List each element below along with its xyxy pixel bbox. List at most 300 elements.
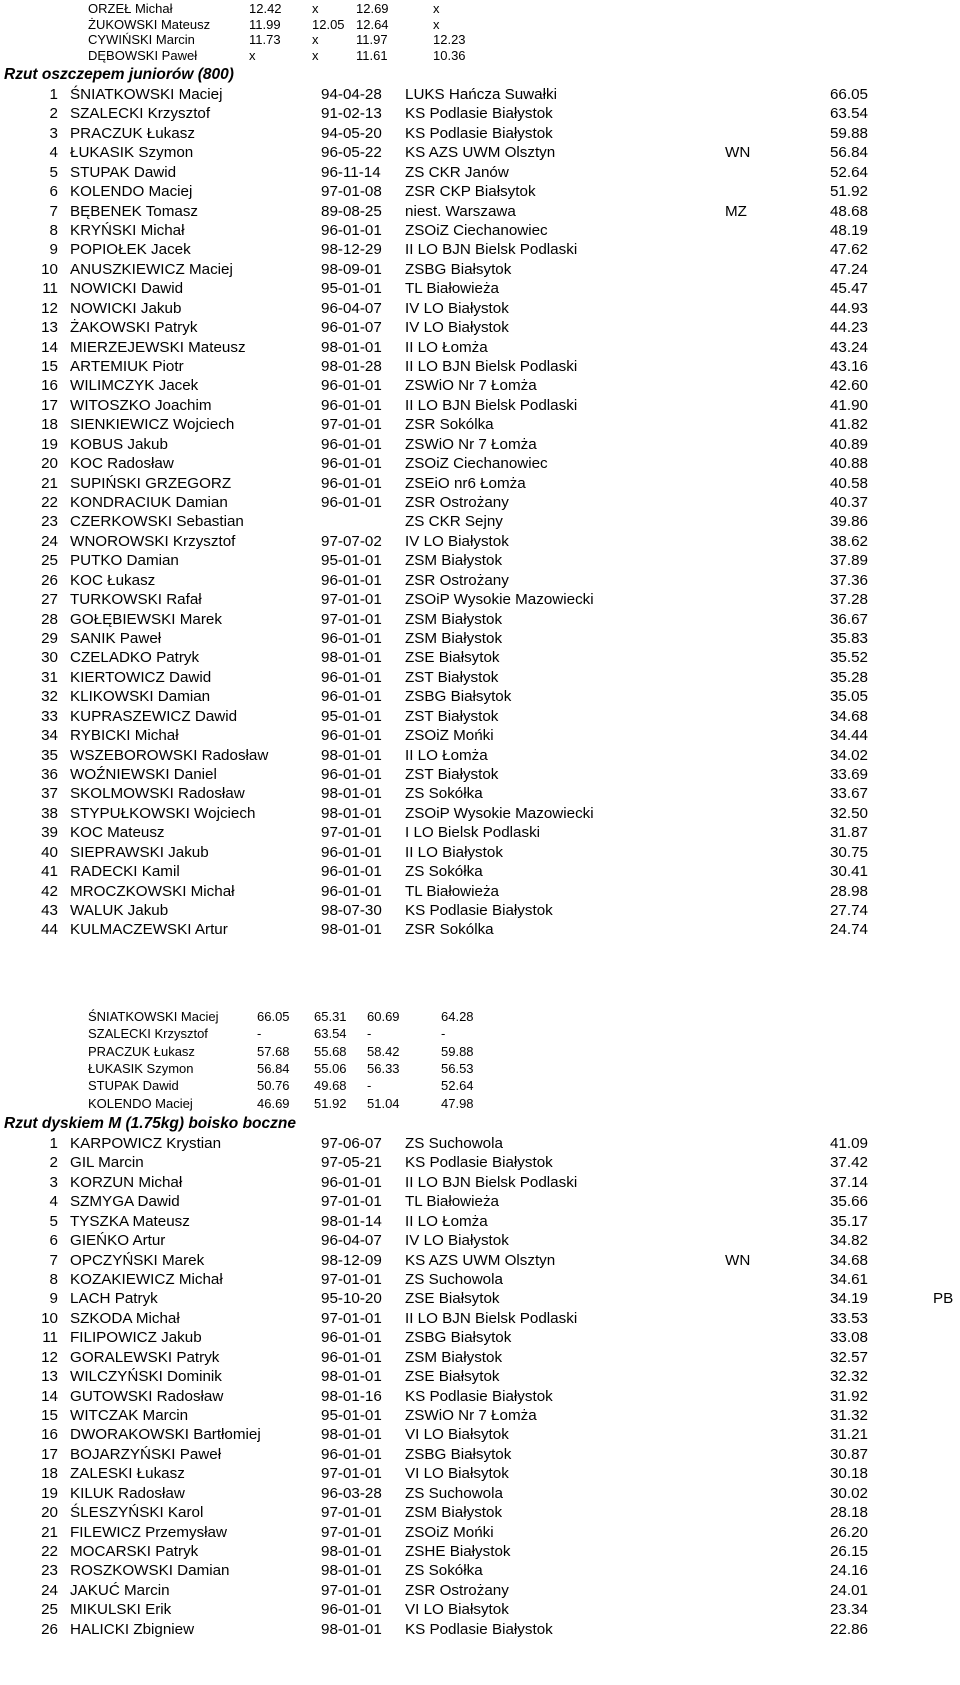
- athlete-name: STUPAK Dawid: [70, 163, 177, 181]
- place-number: 22: [41, 494, 58, 512]
- club-name: I LO Bielsk Podlaski: [405, 824, 541, 842]
- attempt-row: [0, 16, 960, 33]
- athlete-name: ARTEMIUK Piotr: [70, 358, 184, 376]
- club-name: TL Białowieża: [405, 280, 499, 298]
- place-number: 11: [42, 280, 58, 298]
- attempt-value: 46.69: [257, 1095, 290, 1111]
- place-number: 21: [41, 1523, 58, 1541]
- result-row: [0, 454, 960, 475]
- club-name: ZS Sokółka: [405, 863, 483, 881]
- attempt-value: 57.68: [257, 1043, 290, 1059]
- result-row: [0, 629, 960, 650]
- birth-date: 95-01-01: [321, 280, 382, 298]
- athlete-name: SIEPRAWSKI Jakub: [70, 843, 209, 861]
- club-name: ZSR Ostrożany: [405, 1581, 509, 1599]
- athlete-name: KARPOWICZ Krystian: [70, 1135, 222, 1152]
- place-number: 18: [41, 416, 58, 434]
- birth-date: 94-04-28: [321, 86, 382, 103]
- result-row: [0, 571, 960, 592]
- athlete-name: KILUK Radosław: [70, 1484, 185, 1502]
- result-row: [0, 85, 960, 106]
- place-number: 4: [49, 1193, 58, 1211]
- place-number: 32: [41, 688, 58, 706]
- result-row: [0, 1542, 960, 1563]
- club-name: ZSWiO Nr 7 Łomża: [405, 1407, 537, 1425]
- attempt-row: [0, 1077, 960, 1094]
- result-row: [0, 493, 960, 514]
- place-number: 1: [49, 86, 58, 103]
- athlete-name: ZALESKI Łukasz: [70, 1465, 185, 1483]
- club-name: ZSBG Białsytok: [405, 260, 512, 278]
- place-number: 9: [49, 1290, 58, 1308]
- result-row: [0, 260, 960, 281]
- result-value: 34.19: [829, 1290, 868, 1308]
- birth-date: 97-01-01: [321, 591, 382, 609]
- result-value: 30.18: [829, 1465, 868, 1483]
- athlete-name: GIL Marcin: [70, 1154, 144, 1172]
- result-row: [0, 668, 960, 689]
- result-value: 37.28: [829, 591, 868, 609]
- club-name: ZSR CKP Białsytok: [405, 183, 536, 201]
- place-number: 41: [41, 863, 58, 881]
- club-name: ZSWiO Nr 7 Łomża: [405, 377, 537, 395]
- result-value: 30.75: [829, 843, 868, 861]
- place-number: 2: [49, 105, 58, 123]
- athlete-name: ŁUKASIK Szymon: [88, 1060, 194, 1076]
- birth-date: 96-11-14: [321, 163, 381, 181]
- attempt-value: 10.36: [433, 48, 466, 64]
- club-name: ZSM Białystok: [405, 552, 503, 570]
- club-name: IV LO Białystok: [405, 319, 509, 337]
- club-name: ZSEiO nr6 Łomża: [405, 474, 526, 492]
- result-row: [0, 1192, 960, 1213]
- athlete-name: ŻAKOWSKI Patryk: [70, 319, 198, 337]
- birth-date: 97-01-01: [321, 1581, 382, 1599]
- athlete-name: ŚLESZYŃSKI Karol: [70, 1504, 204, 1522]
- result-value: 35.05: [829, 688, 868, 706]
- result-row: [0, 1134, 960, 1155]
- attempt-row: [0, 47, 960, 64]
- athlete-name: MOCARSKI Patryk: [70, 1543, 199, 1561]
- result-value: 48.68: [829, 202, 868, 220]
- result-value: 33.69: [829, 766, 868, 784]
- athlete-name: PUTKO Damian: [70, 552, 179, 570]
- place-number: 26: [41, 571, 58, 589]
- result-row: [0, 512, 960, 533]
- club-name: TL Białowieża: [405, 1193, 499, 1211]
- result-value: 59.88: [829, 124, 868, 142]
- club-name: ZST Białystok: [405, 707, 499, 725]
- result-row: [0, 357, 960, 378]
- club-name: KS Podlasie Białystok: [405, 1387, 553, 1405]
- place-number: 10: [41, 260, 58, 278]
- result-value: 51.92: [829, 183, 868, 201]
- result-value: 40.88: [829, 455, 868, 473]
- birth-date: 89-08-25: [321, 202, 382, 220]
- athlete-name: BĘBENEK Tomasz: [70, 202, 199, 220]
- result-row: [0, 1173, 960, 1194]
- result-row: [0, 163, 960, 184]
- result-value: 43.24: [829, 338, 868, 356]
- result-row: [0, 901, 960, 922]
- athlete-name: RADECKI Kamil: [70, 863, 180, 881]
- result-value: 31.87: [829, 824, 868, 842]
- athlete-name: GIEŃKO Artur: [70, 1232, 166, 1250]
- birth-date: 97-01-08: [321, 183, 382, 201]
- result-row: [0, 1348, 960, 1369]
- athlete-name: SUPIŃSKI GRZEGORZ: [70, 474, 232, 492]
- birth-date: 97-01-01: [321, 1504, 382, 1522]
- birth-date: 98-01-16: [321, 1387, 382, 1405]
- birth-date: 98-01-01: [321, 746, 382, 764]
- section-title-text: Rzut dyskiem M (1.75kg) boisko boczne: [4, 1115, 296, 1132]
- club-name: ZSOiZ Mońki: [405, 727, 494, 745]
- athlete-name: SZMYGA Dawid: [70, 1193, 180, 1211]
- club-name: KS Podlasie Białystok: [405, 902, 553, 920]
- athlete-name: KRYŃSKI Michał: [70, 222, 185, 239]
- attempt-value: 56.33: [367, 1060, 400, 1076]
- club-name: II LO BJN Bielsk Podlaski: [405, 358, 578, 376]
- birth-date: 97-01-01: [321, 1523, 382, 1541]
- result-value: 45.47: [829, 280, 868, 298]
- athlete-name: GORALEWSKI Patryk: [70, 1348, 220, 1366]
- result-row: [0, 765, 960, 786]
- athlete-name: CZELADKO Patryk: [70, 649, 200, 667]
- club-name: ZSR Sokólka: [405, 921, 494, 939]
- result-row: [0, 279, 960, 300]
- birth-date: 95-01-01: [321, 1407, 382, 1425]
- attempt-row: [0, 1025, 960, 1042]
- result-value: 37.42: [829, 1154, 868, 1172]
- birth-date: 98-01-01: [321, 1543, 382, 1561]
- birth-date: 98-01-28: [321, 358, 382, 376]
- club-name: ZSM Białystok: [405, 630, 503, 648]
- club-name: ZS Sokółka: [405, 1562, 483, 1580]
- result-row: [0, 1406, 960, 1427]
- club-name: ZSWiO Nr 7 Łomża: [405, 435, 537, 453]
- place-number: 8: [49, 1271, 58, 1288]
- birth-date: 96-01-01: [321, 843, 382, 861]
- attempt-value: 60.69: [367, 1009, 400, 1024]
- place-number: 33: [41, 707, 58, 725]
- result-value: 31.21: [829, 1426, 868, 1444]
- birth-date: 98-01-01: [321, 804, 382, 822]
- place-number: 35: [41, 746, 58, 764]
- birth-date: 96-03-28: [321, 1484, 382, 1502]
- club-name: VI LO Białsytok: [405, 1426, 509, 1444]
- place-number: 9: [49, 241, 58, 259]
- birth-date: 97-05-21: [321, 1154, 382, 1172]
- place-number: 5: [49, 163, 58, 181]
- place-number: 17: [41, 396, 58, 414]
- place-number: 24: [41, 1581, 58, 1599]
- athlete-name: WITCZAK Marcin: [70, 1407, 189, 1425]
- result-value: 22.86: [829, 1620, 868, 1638]
- result-value: 40.58: [829, 474, 868, 492]
- result-value: 37.89: [829, 552, 868, 570]
- birth-date: 96-04-07: [321, 299, 382, 317]
- birth-date: 98-12-09: [321, 1251, 382, 1269]
- result-row: [0, 1387, 960, 1408]
- result-row: [0, 920, 960, 941]
- place-number: 39: [41, 824, 58, 842]
- result-row: [0, 396, 960, 417]
- attempt-value: 66.05: [257, 1009, 290, 1024]
- athlete-name: DWORAKOWSKI Bartłomiej: [70, 1426, 261, 1444]
- birth-date: 96-01-01: [321, 882, 382, 900]
- result-value: 34.68: [829, 707, 868, 725]
- result-row: [0, 202, 960, 223]
- attempt-value: 51.04: [367, 1095, 400, 1111]
- club-name: II LO BJN Bielsk Podlaski: [405, 396, 578, 414]
- place-number: 30: [41, 649, 58, 667]
- club-name: ZS Suchowola: [405, 1484, 503, 1502]
- attempt-value: 51.92: [314, 1095, 347, 1111]
- athlete-name: SIENKIEWICZ Wojciech: [70, 416, 235, 434]
- result-value: 48.19: [829, 222, 868, 239]
- athlete-name: KUPRASZEWICZ Dawid: [70, 707, 238, 725]
- athlete-name: SZALECKI Krzysztof: [70, 105, 211, 123]
- attempt-row: [0, 1008, 960, 1025]
- birth-date: 96-01-01: [321, 396, 382, 414]
- result-value: 24.01: [829, 1581, 868, 1599]
- athlete-name: KORZUN Michał: [70, 1173, 183, 1191]
- result-value: 33.53: [829, 1309, 868, 1327]
- result-row: [0, 182, 960, 203]
- result-row: [0, 687, 960, 708]
- attempt-value: 59.88: [441, 1043, 474, 1059]
- place-number: 12: [41, 299, 58, 317]
- attempt-value: 11.97: [356, 32, 388, 48]
- athlete-name: NOWICKI Dawid: [70, 280, 184, 298]
- result-value: 34.44: [829, 727, 868, 745]
- place-number: 28: [41, 610, 58, 628]
- result-value: 37.36: [829, 571, 868, 589]
- club-name: II LO BJN Bielsk Podlaski: [405, 1173, 578, 1191]
- birth-date: 96-01-01: [321, 863, 382, 881]
- result-row: [0, 1484, 960, 1505]
- attempt-row: [0, 1095, 960, 1112]
- club-name: ZSM Białystok: [405, 610, 503, 628]
- club-name: ZS Suchowola: [405, 1135, 503, 1152]
- result-row: [0, 1328, 960, 1349]
- attempt-value: x: [312, 32, 319, 48]
- result-value: 24.16: [829, 1562, 868, 1580]
- club-name: IV LO Białystok: [405, 299, 509, 317]
- result-row: [0, 435, 960, 456]
- club-name: KS Podlasie Białystok: [405, 105, 553, 123]
- athlete-name: TYSZKA Mateusz: [70, 1212, 190, 1230]
- result-row: [0, 240, 960, 261]
- athlete-name: TURKOWSKI Rafał: [70, 591, 202, 609]
- club-name: ZST Białystok: [405, 766, 499, 784]
- club-name: KS AZS UWM Olsztyn: [405, 144, 556, 162]
- athlete-name: GUTOWSKI Radosław: [70, 1387, 224, 1405]
- result-value: 66.05: [829, 86, 868, 103]
- place-number: 24: [41, 532, 58, 550]
- result-value: 52.64: [829, 163, 868, 181]
- athlete-name: SANIK Paweł: [70, 630, 162, 648]
- club-name: VI LO Białsytok: [405, 1601, 509, 1619]
- place-number: 14: [41, 338, 58, 356]
- club-name: LUKS Hańcza Suwałki: [405, 86, 557, 103]
- athlete-name: KOZAKIEWICZ Michał: [70, 1271, 223, 1288]
- athlete-name: NOWICKI Jakub: [70, 299, 182, 317]
- result-value: 56.84: [829, 144, 868, 162]
- club-name: KS AZS UWM Olsztyn: [405, 1251, 556, 1269]
- place-number: 21: [41, 474, 58, 492]
- birth-date: 91-02-13: [321, 105, 382, 123]
- result-value: 39.86: [829, 513, 868, 531]
- result-row: [0, 707, 960, 728]
- birth-date: 98-01-01: [321, 1426, 382, 1444]
- result-value: 35.83: [829, 630, 868, 648]
- result-value: 26.15: [829, 1543, 868, 1561]
- athlete-name: WALUK Jakub: [70, 902, 169, 920]
- birth-date: 96-05-22: [321, 144, 382, 162]
- club-name: ZSHE Białystok: [405, 1543, 511, 1561]
- result-row: [0, 376, 960, 397]
- attempt-value: 55.06: [314, 1060, 347, 1076]
- result-value: 40.89: [829, 435, 868, 453]
- club-name: KS Podlasie Białystok: [405, 124, 553, 142]
- place-number: 16: [41, 377, 58, 395]
- attempt-value: x: [433, 16, 440, 32]
- attempt-value: -: [441, 1026, 446, 1042]
- athlete-name: WILCZYŃSKI Dominik: [70, 1368, 222, 1386]
- birth-date: 98-01-01: [321, 785, 382, 803]
- athlete-name: MIKULSKI Erik: [70, 1601, 172, 1619]
- attempt-value: 12.05: [312, 16, 345, 32]
- result-row: [0, 474, 960, 495]
- attempt-value: 58.42: [367, 1043, 400, 1059]
- result-row: [0, 1289, 960, 1310]
- club-name: ZSR Ostrożany: [405, 571, 509, 589]
- athlete-name: STYPUŁKOWSKI Wojciech: [70, 804, 256, 822]
- birth-date: 97-01-01: [321, 1271, 382, 1288]
- attempt-value: 65.31: [314, 1009, 347, 1024]
- place-number: 6: [49, 183, 58, 201]
- club-name: II LO BJN Bielsk Podlaski: [405, 241, 578, 259]
- club-name: ZSOiZ Ciechanowiec: [405, 455, 548, 473]
- place-number: 13: [41, 1368, 58, 1386]
- result-value: 32.32: [829, 1368, 868, 1386]
- club-name: ZSE Białsytok: [405, 649, 500, 667]
- result-value: 63.54: [829, 105, 868, 123]
- result-row: [0, 1600, 960, 1621]
- athlete-name: SZKODA Michał: [70, 1309, 180, 1327]
- birth-date: 97-01-01: [321, 1465, 382, 1483]
- attempt-value: x: [312, 1, 319, 16]
- flag-note: WN: [725, 144, 751, 162]
- birth-date: 97-01-01: [321, 416, 382, 434]
- result-row: [0, 532, 960, 553]
- result-row: [0, 882, 960, 903]
- birth-date: 98-01-01: [321, 1368, 382, 1386]
- athlete-name: LACH Patryk: [70, 1290, 158, 1308]
- club-name: ZSOiP Wysokie Mazowiecki: [405, 591, 594, 609]
- attempt-value: -: [257, 1026, 262, 1042]
- club-name: ZSM Białystok: [405, 1348, 503, 1366]
- place-number: 3: [49, 1173, 58, 1191]
- birth-date: 98-01-14: [321, 1212, 382, 1230]
- birth-date: 98-01-01: [321, 649, 382, 667]
- birth-date: 98-01-01: [321, 921, 382, 939]
- place-number: 31: [41, 668, 58, 686]
- result-row: [0, 299, 960, 320]
- result-value: 44.23: [829, 319, 868, 337]
- athlete-name: CYWIŃSKI Marcin: [88, 32, 195, 48]
- athlete-name: BOJARZYŃSKI Paweł: [70, 1445, 222, 1463]
- club-name: TL Białowieża: [405, 882, 499, 900]
- result-row: [0, 1561, 960, 1582]
- result-value: 38.62: [829, 532, 868, 550]
- result-row: [0, 1503, 960, 1524]
- place-number: 5: [49, 1212, 58, 1230]
- club-name: ZS CKR Janów: [405, 163, 509, 181]
- result-value: 35.52: [829, 649, 868, 667]
- result-value: 26.20: [829, 1523, 868, 1541]
- athlete-name: ŚNIATKOWSKI Maciej: [70, 86, 223, 103]
- result-value: 34.68: [829, 1251, 868, 1269]
- result-value: 32.57: [829, 1348, 868, 1366]
- result-value: 43.16: [829, 358, 868, 376]
- athlete-name: FILIPOWICZ Jakub: [70, 1329, 202, 1347]
- athlete-name: OPCZYŃSKI Marek: [70, 1251, 205, 1269]
- attempt-value: 11.73: [249, 32, 281, 48]
- flag-note: MZ: [725, 202, 747, 220]
- result-value: 41.82: [829, 416, 868, 434]
- pb-mark: PB: [933, 1290, 954, 1308]
- attempt-row: [0, 31, 960, 48]
- club-name: ZSBG Białsytok: [405, 1329, 512, 1347]
- athlete-name: KOC Mateusz: [70, 824, 165, 842]
- result-value: 41.90: [829, 396, 868, 414]
- birth-date: 96-01-01: [321, 377, 382, 395]
- club-name: ZSR Sokólka: [405, 416, 494, 434]
- attempt-value: x: [249, 48, 256, 64]
- place-number: 18: [41, 1465, 58, 1483]
- place-number: 16: [41, 1426, 58, 1444]
- result-value: 32.50: [829, 804, 868, 822]
- birth-date: 96-01-01: [321, 1445, 382, 1463]
- athlete-name: KOC Łukasz: [70, 571, 156, 589]
- result-row: [0, 551, 960, 572]
- place-number: 37: [41, 785, 58, 803]
- place-number: 36: [41, 766, 58, 784]
- attempt-value: 12.23: [433, 32, 466, 48]
- birth-date: 96-01-07: [321, 319, 382, 337]
- athlete-name: ORZEŁ Michał: [88, 1, 173, 16]
- result-row: [0, 648, 960, 669]
- place-number: 19: [41, 1484, 58, 1502]
- birth-date: 95-10-20: [321, 1290, 382, 1308]
- place-number: 4: [49, 144, 58, 162]
- athlete-name: KOLENDO Maciej: [88, 1095, 193, 1111]
- athlete-name: SZALECKI Krzysztof: [88, 1026, 208, 1042]
- attempt-value: 12.69: [356, 1, 389, 16]
- athlete-name: KIERTOWICZ Dawid: [70, 668, 212, 686]
- athlete-name: WOŹNIEWSKI Daniel: [70, 766, 217, 784]
- result-row: [0, 1581, 960, 1602]
- attempt-value: 49.68: [314, 1078, 347, 1094]
- place-number: 8: [49, 222, 58, 239]
- place-number: 42: [41, 882, 58, 900]
- place-number: 6: [49, 1232, 58, 1250]
- place-number: 7: [49, 1251, 58, 1269]
- club-name: ZSR Ostrożany: [405, 494, 509, 512]
- birth-date: 96-01-01: [321, 455, 382, 473]
